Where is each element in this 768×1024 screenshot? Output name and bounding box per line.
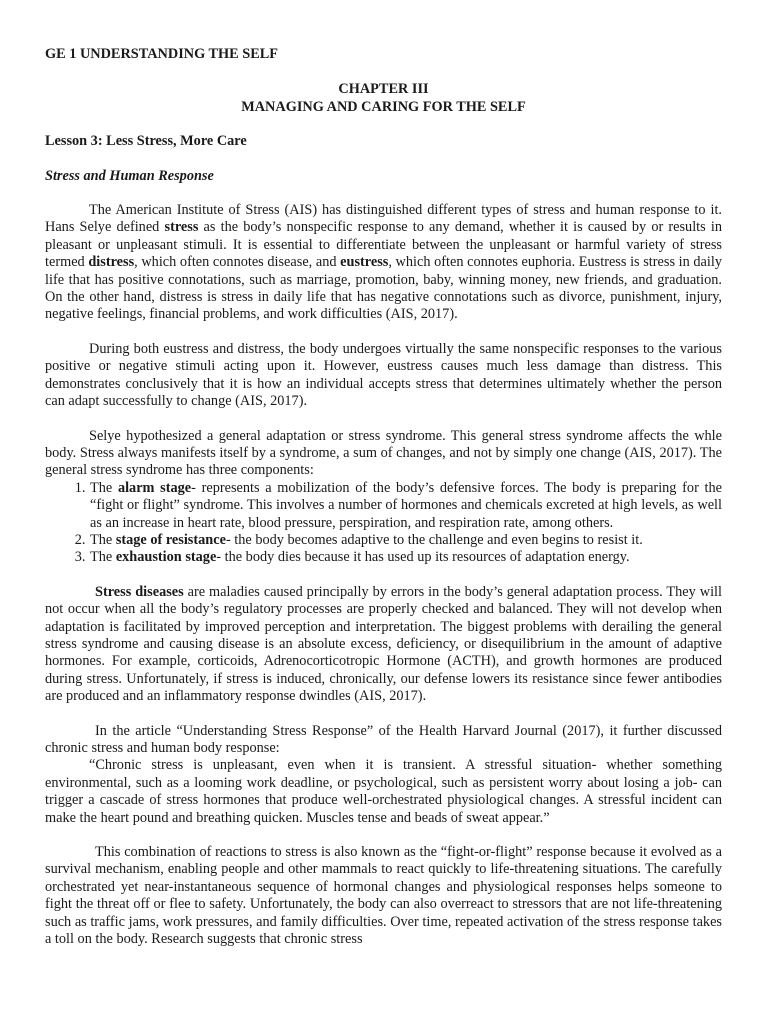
block-quote: “Chronic stress is unpleasant, even when it is transient. A stressful situation- whether something environmental, such as a looming work deadline, or psychological, such as persistent worry about losing a job- can trigger a cascade of stress hormones that produce well-orchestrated physiological changes. A stressful incident can make the heart pound and breathing quicken. Muscles tense and beads of sweat appear.” <box>45 757 722 826</box>
paragraph-eustress-distress: During both eustress and distress, the body undergoes virtually the same nonspecific responses to the various positive or negative stimuli acting upon it. However, eustress causes much less damage than distress. This demonstrates conclusively that it is how an individual accepts stress that determines ultimately whether the person can adapt successfully to change (AIS, 2017). <box>45 340 722 410</box>
chapter-title: MANAGING AND CARING FOR THE SELF <box>241 98 526 115</box>
lesson-title: Lesson 3: Less Stress, More Care <box>45 133 247 150</box>
document-page <box>45 46 722 948</box>
paragraph-stress-diseases: Stress diseases are maladies caused principally by errors in the body’s general adaptation process. They will not occur when all the body’s regulatory processes are properly checked and balanced. They will not develop when adaptation is facilitated by improved perception and interpretation. The biggest problems with derailing the general stress syndrome and causing disease is an absolute excess, deficiency, or disequilibrium in the amount of adaptive hormones. For example, corticoids, Adrenocorticotropic Hormone (ACTH), and growth hormones are produced during stress. Unfortunately, if stress is induced, chronically, our defense lowers its resistance since fewer antibodies are produced and an inflammatory response dwindles (AIS, 2017). <box>45 583 722 705</box>
paragraph-stress-types: The American Institute of Stress (AIS) has distinguished different types of stress and human response to it. Hans Selye defined stress as the body’s nonspecific response to any demand, whether it is caused by or results in pleasant or unpleasant stimuli. It is essential to differentiate between the unpleasant or harmful variety of stress termed distress, which often connotes disease, and eustress, which often connotes euphoria. Eustress is stress in daily life that has positive connotations, such as marriage, promotion, baby, winning money, new friends, and graduation. On the other hand, distress is stress in daily life that has negative connotations such as divorce, punishment, injury, negative feelings, financial problems, and work difficulties (AIS, 2017). <box>45 202 722 323</box>
chapter-number: CHAPTER III <box>338 81 429 98</box>
list-item: 1. The alarm stage- represents a mobilization of the body’s defensive forces. The body is preparing for the “fight or flight” syndrome. This involves a number of hormones and chemicals excreted at high levels, as well as an increase in heart rate, blood pressure, perspiration, and respiration rate, among others. <box>89 480 722 532</box>
section-heading: Stress and Human Response <box>45 167 214 184</box>
course-title: GE 1 UNDERSTANDING THE SELF <box>45 46 279 62</box>
paragraph-article-intro: In the article “Understanding Stress Response” of the Health Harvard Journal (2017), it further discussed chronic stress and human body response: <box>45 722 722 756</box>
list-item: 3. The exhaustion stage- the body dies because it has used up its resources of adaptation energy. <box>89 549 722 566</box>
list-item: 2. The stage of resistance- the body becomes adaptive to the challenge and even begins to resist it. <box>89 532 722 549</box>
paragraph-selye: Selye hypothesized a general adaptation or stress syndrome. This general stress syndrome affects the whle body. Stress always manifests itself by a syndrome, a sum of changes, and not by simply one change (AIS, 2017). The general stress syndrome has three components: <box>45 427 722 479</box>
stress-stages-list <box>45 480 722 567</box>
paragraph-fight-or-flight: This combination of reactions to stress is also known as the “fight-or-flight” response because it evolved as a survival mechanism, enabling people and other mammals to react quickly to life-threatening situations. The carefully orchestrated yet near-instantaneous sequence of hormonal changes and physiological responses helps someone to fight the threat off or flee to safety. Unfortunately, the body can also overreact to stressors that are not life-threatening such as traffic jams, work pressures, and family difficulties. Over time, repeated activation of the stress response takes a toll on the body. Research suggests that chronic stress <box>45 844 722 948</box>
